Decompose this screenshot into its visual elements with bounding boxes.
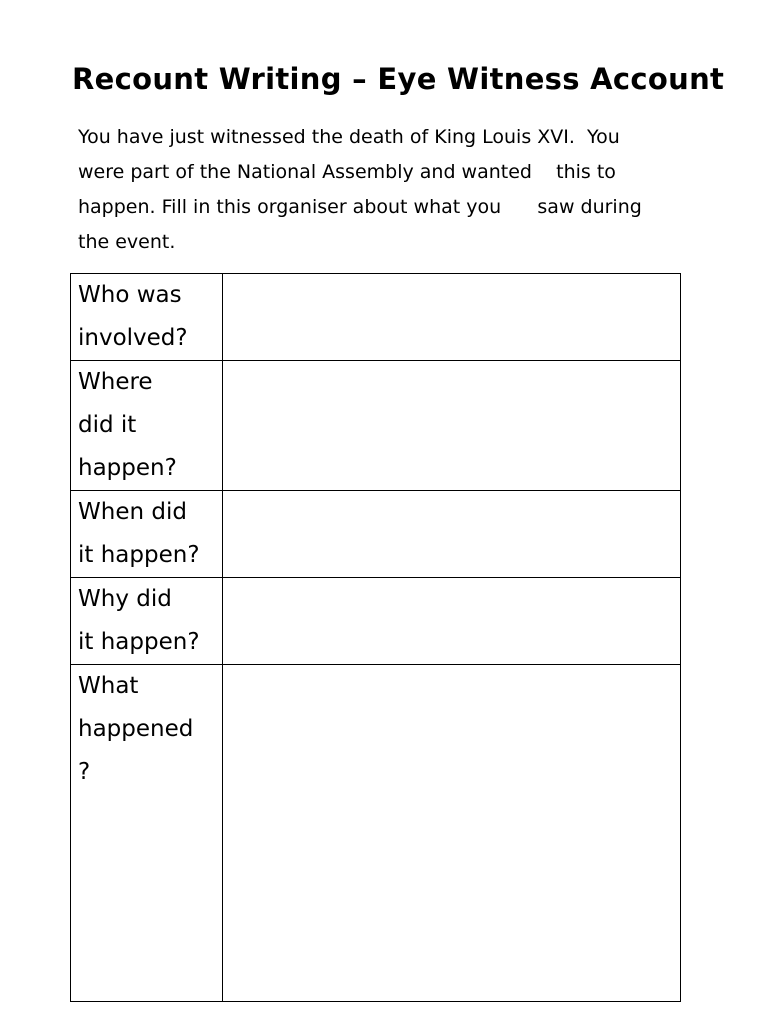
page-title: Recount Writing – Eye Witness Account bbox=[72, 62, 725, 96]
question-line: it happen? bbox=[78, 542, 200, 568]
question-line: did it bbox=[78, 412, 137, 438]
question-what bbox=[71, 665, 223, 1002]
organiser-table bbox=[70, 273, 681, 1002]
instructions-line: the event. bbox=[78, 231, 176, 253]
question-line: What bbox=[78, 673, 139, 699]
question-line: Who was bbox=[78, 282, 182, 308]
question-line: Why did bbox=[78, 586, 172, 612]
question-when bbox=[71, 491, 223, 578]
answer-who-field[interactable] bbox=[223, 274, 681, 361]
answer-why-field[interactable] bbox=[223, 578, 681, 665]
instructions-paragraph bbox=[78, 120, 718, 260]
question-line: involved? bbox=[78, 325, 188, 351]
question-line: When did bbox=[78, 499, 187, 525]
table-row bbox=[71, 578, 681, 665]
instructions-line: You have just witnessed the death of King Louis XVI. You bbox=[78, 126, 620, 148]
question-line: happen? bbox=[78, 455, 177, 481]
instructions-line: happen. Fill in this organiser about what you saw during bbox=[78, 196, 642, 218]
question-who bbox=[71, 274, 223, 361]
table-row bbox=[71, 665, 681, 1002]
answer-where-field[interactable] bbox=[223, 361, 681, 491]
instructions-line: were part of the National Assembly and wanted this to bbox=[78, 161, 616, 183]
question-where bbox=[71, 361, 223, 491]
answer-what-field[interactable] bbox=[223, 665, 681, 1002]
table-row bbox=[71, 491, 681, 578]
answer-when-field[interactable] bbox=[223, 491, 681, 578]
question-line: happened bbox=[78, 716, 194, 742]
question-why bbox=[71, 578, 223, 665]
question-line: it happen? bbox=[78, 629, 200, 655]
question-line: Where bbox=[78, 369, 153, 395]
table-row bbox=[71, 274, 681, 361]
question-line: ? bbox=[78, 759, 91, 785]
table-row bbox=[71, 361, 681, 491]
